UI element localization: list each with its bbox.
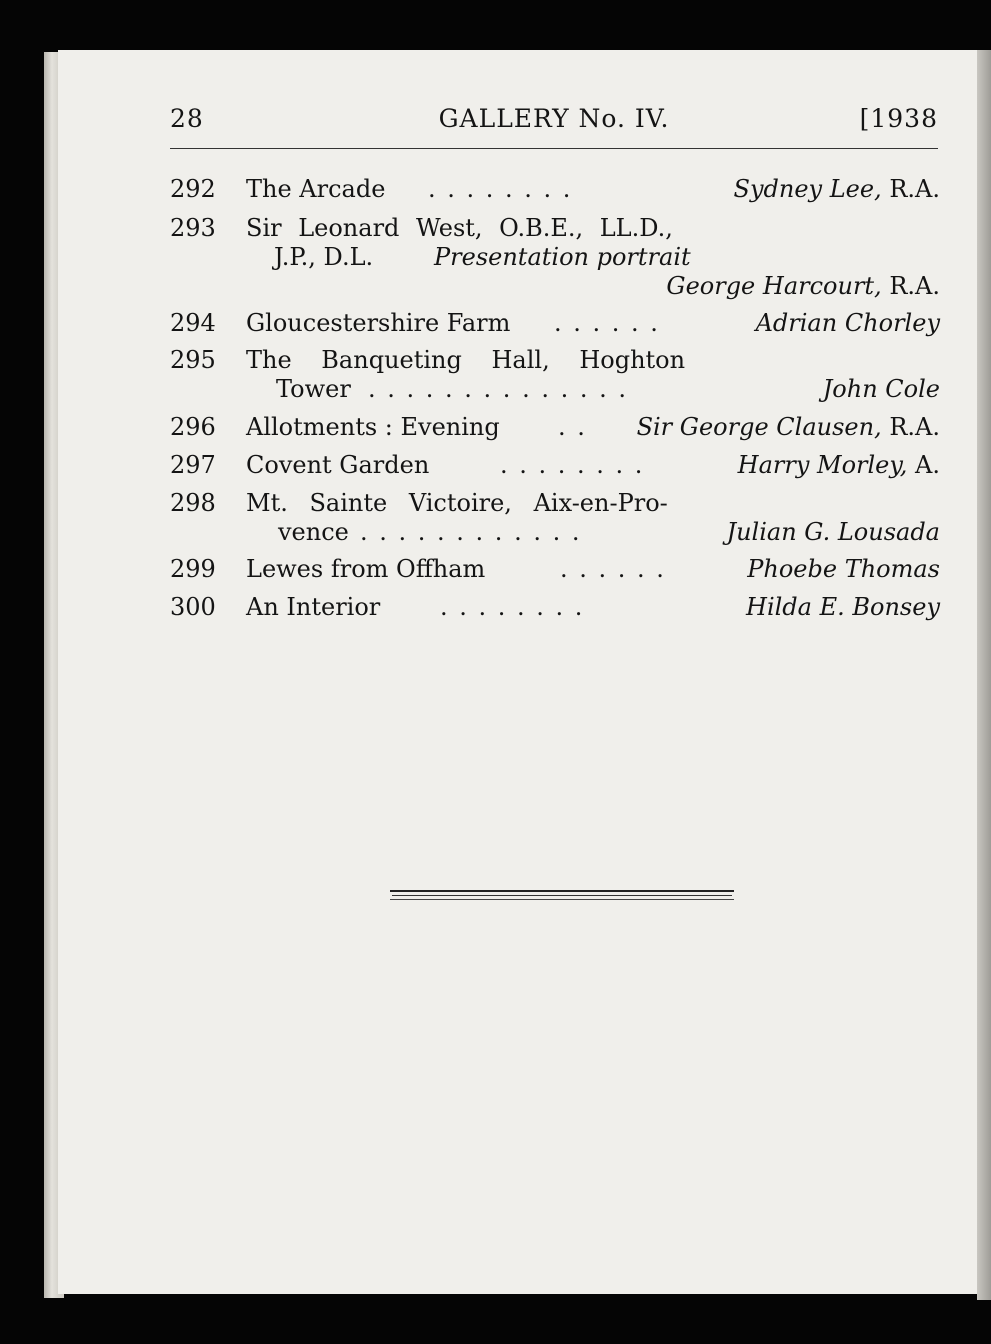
leader-dots: . . . . . . . . — [500, 451, 645, 479]
entry-artist: Sir George Clausen, R.A. — [636, 413, 940, 441]
entry-number: 295 — [170, 346, 216, 374]
entry-title-continued: Tower — [276, 375, 351, 403]
entry-number: 299 — [170, 555, 216, 583]
entry-artist: Hilda E. Bonsey — [746, 593, 940, 621]
leader-dots: . . . . . . . . . . . . . . — [368, 375, 628, 403]
entry-title: Mt. Sainte Victoire, Aix-en-Pro- — [246, 489, 668, 517]
entry-number: 298 — [170, 489, 216, 517]
leader-dots: . . . . . . . . — [440, 593, 585, 621]
leader-dots: . . . . . . — [554, 309, 660, 337]
end-of-section-rule — [390, 890, 734, 900]
entry-artist: Phoebe Thomas — [747, 555, 940, 583]
entry-title: Sir Leonard West, O.B.E., LL.D., — [246, 214, 673, 242]
entry-number: 300 — [170, 593, 216, 621]
entry-title: Gloucestershire Farm — [246, 309, 511, 337]
entry-artist: Harry Morley, A. — [737, 451, 940, 479]
entry-title: Allotments : Evening — [246, 413, 500, 441]
entry-title: Lewes from Offham — [246, 555, 486, 583]
entry-title: The Arcade — [246, 175, 386, 203]
catalogue-entry — [170, 488, 940, 548]
entry-number: 297 — [170, 451, 216, 479]
entry-artist: George Harcourt, R.A. — [666, 272, 940, 300]
entry-number: 296 — [170, 413, 216, 441]
catalogue-entry — [170, 345, 940, 405]
running-header — [170, 104, 938, 136]
catalogue-entry — [170, 213, 940, 303]
entry-note: Presentation portrait — [434, 243, 691, 271]
entry-artist: Adrian Chorley — [755, 309, 940, 337]
catalogue-year: [1938 — [859, 104, 938, 133]
leader-dots: . . — [558, 413, 587, 441]
header-rule — [170, 148, 938, 149]
page-number: 28 — [170, 104, 204, 133]
entry-title: The Banqueting Hall, Hoghton — [246, 346, 686, 374]
entry-artist: John Cole — [822, 375, 940, 403]
leader-dots: . . . . . . — [560, 555, 666, 583]
leader-dots: . . . . . . . . — [428, 175, 573, 203]
entry-number: 293 — [170, 214, 216, 242]
entry-artist: Sydney Lee, R.A. — [733, 175, 940, 203]
entry-title-continued: J.P., D.L. — [274, 243, 374, 271]
page-gutter-shadow — [977, 50, 991, 1300]
entry-title-continued: vence — [278, 518, 349, 546]
entry-number: 292 — [170, 175, 216, 203]
entry-title: An Interior — [246, 593, 381, 621]
entry-artist: Julian G. Lousada — [726, 518, 940, 546]
entry-title: Covent Garden — [246, 451, 430, 479]
entry-number: 294 — [170, 309, 216, 337]
leader-dots: . . . . . . . . . . . . — [360, 518, 582, 546]
gallery-title: GALLERY No. IV. — [438, 104, 670, 133]
